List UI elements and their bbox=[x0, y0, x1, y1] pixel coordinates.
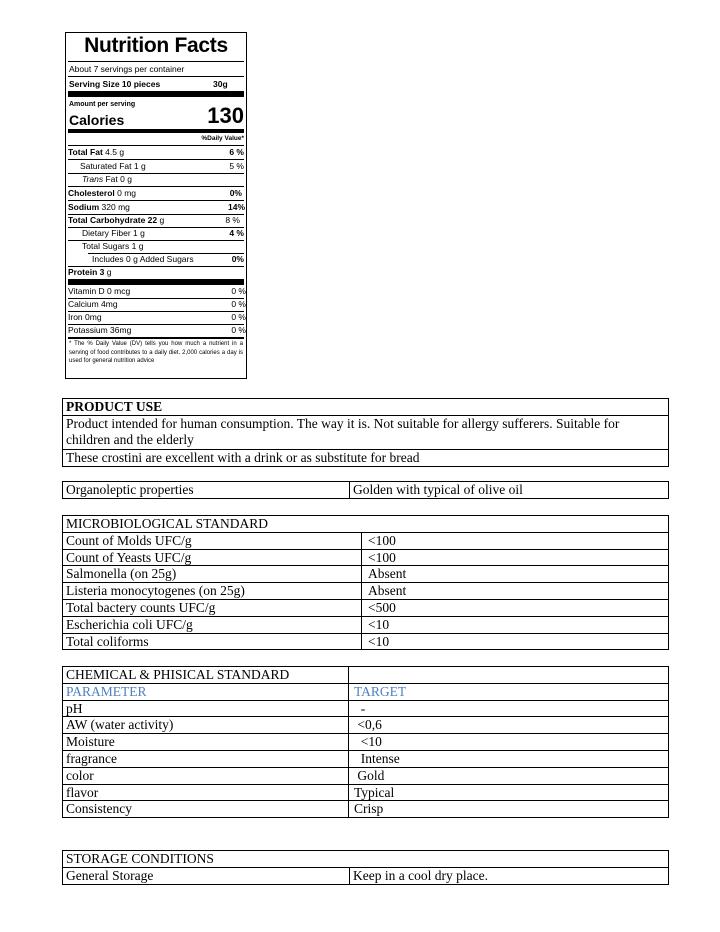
target-header: TARGET bbox=[349, 683, 669, 700]
iron-dv: 0 % bbox=[231, 312, 246, 322]
dietary-fiber-dv: 4 % bbox=[229, 228, 244, 238]
chemical-header: CHEMICAL & PHISICAL STANDARD bbox=[63, 667, 349, 684]
added-sugars-dv: 0% bbox=[231, 254, 244, 264]
protein-row bbox=[68, 267, 111, 278]
table-row bbox=[63, 616, 669, 633]
row-label: Moisture bbox=[63, 734, 349, 751]
row-label: Count of Yeasts UFC/g bbox=[63, 549, 362, 566]
storage-header: STORAGE CONDITIONS bbox=[63, 851, 669, 868]
divider bbox=[68, 159, 244, 160]
protein-unit: g bbox=[104, 267, 112, 277]
sodium-dv: 14% bbox=[227, 202, 245, 212]
saturated-fat-dv: 5 % bbox=[229, 161, 244, 171]
medium-divider bbox=[68, 129, 244, 133]
serving-size-value: 30g bbox=[213, 79, 228, 89]
row-label: Total bactery counts UFC/g bbox=[63, 599, 362, 616]
row-label: Salmonella (on 25g) bbox=[63, 566, 362, 583]
total-fat-row bbox=[68, 147, 124, 158]
cholesterol-label: Cholesterol bbox=[68, 188, 115, 198]
chemical-header-blank bbox=[349, 667, 669, 684]
amount-per-serving: Amount per serving bbox=[69, 101, 136, 108]
table-row bbox=[63, 767, 669, 784]
row-label: Total coliforms bbox=[63, 633, 362, 650]
organoleptic-table bbox=[62, 481, 669, 499]
carbohydrate-unit: g bbox=[157, 215, 165, 225]
nutrition-facts-panel bbox=[65, 32, 247, 379]
carbohydrate-dv: 8 % bbox=[225, 215, 240, 225]
row-label: Listeria monocytogenes (on 25g) bbox=[63, 583, 362, 600]
trans-fat-row bbox=[82, 174, 132, 185]
calories-label: Calories bbox=[69, 112, 125, 128]
table-row bbox=[63, 734, 669, 751]
total-fat-dv: 6 % bbox=[229, 147, 244, 157]
row-value: Gold bbox=[349, 767, 669, 784]
nutrition-title: Nutrition Facts bbox=[84, 34, 228, 57]
vitamin-d: Vitamin D 0 mcg bbox=[68, 286, 131, 296]
table-row bbox=[63, 633, 669, 650]
added-sugars: Includes 0 g Added Sugars bbox=[92, 254, 194, 264]
table-row bbox=[63, 801, 669, 818]
chemical-table bbox=[62, 666, 669, 818]
trans-fat-label: Trans bbox=[82, 174, 104, 184]
product-use-header: PRODUCT USE bbox=[63, 399, 669, 416]
servings-per-container: About 7 servings per container bbox=[69, 64, 185, 74]
total-fat-amount: 4.5 g bbox=[105, 147, 125, 157]
calories-value: 130 bbox=[207, 103, 244, 128]
carbohydrate-row bbox=[68, 215, 164, 226]
row-value: <0,6 bbox=[349, 717, 669, 734]
row-value: <100 bbox=[362, 532, 669, 549]
thick-divider bbox=[68, 91, 244, 97]
row-label: AW (water activity) bbox=[63, 717, 349, 734]
storage-table bbox=[62, 850, 669, 885]
carbohydrate-label: Total Carbohydrate 22 bbox=[68, 215, 158, 225]
organoleptic-label: Organoleptic properties bbox=[63, 482, 350, 499]
sodium-label: Sodium bbox=[68, 202, 100, 212]
table-row bbox=[63, 599, 669, 616]
product-use-table bbox=[62, 398, 669, 467]
total-fat-label: Total Fat bbox=[68, 147, 103, 157]
microbiological-header: MICROBIOLOGICAL STANDARD bbox=[63, 516, 669, 533]
saturated-fat: Saturated Fat 1 g bbox=[80, 161, 146, 171]
row-label: Escherichia coli UFC/g bbox=[63, 616, 362, 633]
daily-value-footnote: * The % Daily Value (DV) tells you how much a nutrient in a serving of food contributes to a daily diet. 2,000 calories a day is used for general nutrition advice bbox=[69, 341, 243, 364]
vitamin-d-dv: 0 % bbox=[231, 286, 246, 296]
table-row bbox=[63, 566, 669, 583]
protein-label: Protein 3 bbox=[68, 267, 105, 277]
storage-value: Keep in a cool dry place. bbox=[350, 867, 669, 884]
product-use-text: Product intended for human consumption. The way it is. Not suitable for allergy sufferers. Suitable for children and the elderly bbox=[63, 415, 669, 449]
divider bbox=[68, 76, 244, 77]
table-row bbox=[63, 750, 669, 767]
medium-divider bbox=[68, 337, 244, 339]
row-value: - bbox=[349, 700, 669, 717]
row-label: Consistency bbox=[63, 801, 349, 818]
total-sugars: Total Sugars 1 g bbox=[82, 241, 144, 251]
dietary-fiber: Dietary Fiber 1 g bbox=[82, 228, 145, 238]
sodium-row bbox=[68, 202, 130, 213]
row-value: <500 bbox=[362, 599, 669, 616]
row-label: flavor bbox=[63, 784, 349, 801]
row-value: Typical bbox=[349, 784, 669, 801]
table-row bbox=[63, 717, 669, 734]
calcium: Calcium 4mg bbox=[68, 299, 118, 309]
product-use-note: These crostini are excellent with a drink or as substitute for bread bbox=[63, 449, 669, 466]
potassium-dv: 0 % bbox=[231, 325, 246, 335]
row-value: <100 bbox=[362, 549, 669, 566]
table-row bbox=[63, 700, 669, 717]
row-value: Crisp bbox=[349, 801, 669, 818]
cholesterol-row bbox=[68, 188, 136, 199]
row-value: <10 bbox=[349, 734, 669, 751]
row-value: Intense bbox=[349, 750, 669, 767]
row-label: fragrance bbox=[63, 750, 349, 767]
daily-value-header: %Daily Value* bbox=[201, 135, 244, 142]
row-value: <10 bbox=[362, 633, 669, 650]
row-value: <10 bbox=[362, 616, 669, 633]
storage-label: General Storage bbox=[63, 867, 350, 884]
serving-size-label: Serving Size 10 pieces bbox=[69, 79, 161, 89]
microbiological-table bbox=[62, 515, 669, 650]
row-value: Absent bbox=[362, 566, 669, 583]
sodium-amount: 320 mg bbox=[101, 202, 130, 212]
calcium-dv: 0 % bbox=[231, 299, 246, 309]
table-row bbox=[63, 784, 669, 801]
divider bbox=[68, 145, 244, 146]
trans-fat-rest: Fat 0 g bbox=[103, 174, 132, 184]
divider bbox=[68, 186, 244, 187]
row-label: Count of Molds UFC/g bbox=[63, 532, 362, 549]
potassium: Potassium 36mg bbox=[68, 325, 132, 335]
thick-divider bbox=[68, 279, 244, 285]
table-row bbox=[63, 583, 669, 600]
iron: Iron 0mg bbox=[68, 312, 102, 322]
organoleptic-value: Golden with typical of olive oil bbox=[350, 482, 669, 499]
divider bbox=[68, 61, 244, 62]
row-label: color bbox=[63, 767, 349, 784]
table-row bbox=[63, 549, 669, 566]
row-label: pH bbox=[63, 700, 349, 717]
parameter-header: PARAMETER bbox=[63, 683, 349, 700]
divider bbox=[68, 200, 244, 201]
table-row bbox=[63, 532, 669, 549]
row-value: Absent bbox=[362, 583, 669, 600]
cholesterol-amount: 0 mg bbox=[117, 188, 137, 198]
cholesterol-dv: 0% bbox=[229, 188, 242, 198]
